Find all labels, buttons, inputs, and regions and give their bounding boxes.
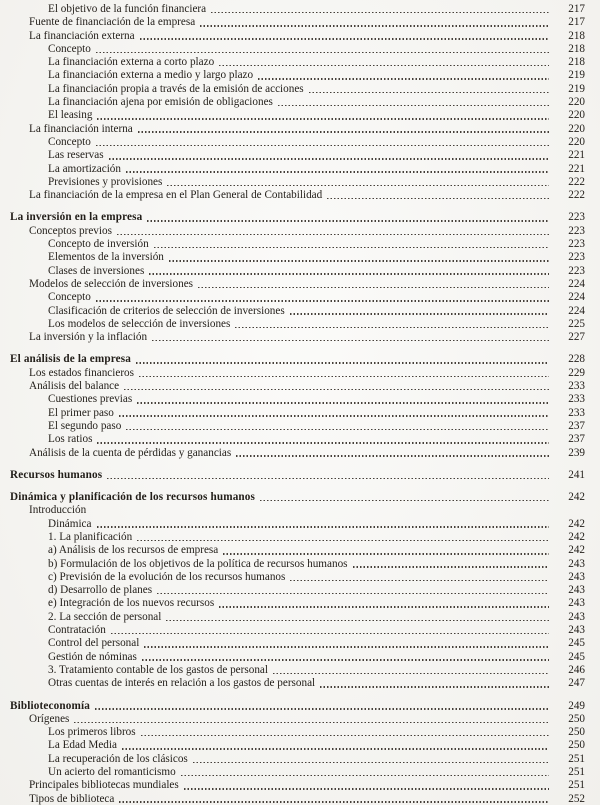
toc-entry-label: d) Desarrollo de planes [48, 584, 153, 597]
toc-entry-label: La recuperación de los clásicos [48, 752, 188, 765]
toc-entry-label: 1. La planificación [48, 530, 133, 543]
toc-entry [10, 109, 585, 122]
toc-entry-label: La financiación externa a corto plazo [48, 56, 215, 69]
toc-page-number: 239 [568, 446, 585, 459]
dotted-leader-line [142, 659, 549, 661]
dotted-leader-line [290, 580, 549, 582]
dotted-leader-line [91, 513, 549, 515]
dotted-leader-line [260, 500, 549, 502]
toc-entry-label: a) Análisis de los recursos de empresa [48, 544, 219, 557]
dotted-leader-line [211, 12, 549, 14]
toc-page-number: 219 [568, 69, 585, 82]
toc-page-number: 233 [568, 393, 585, 406]
toc-page-number: 249 [568, 699, 585, 712]
dotted-leader-line [96, 52, 549, 54]
toc-entry-label: La financiación interna [29, 122, 133, 135]
toc-page-number: 250 [568, 726, 585, 739]
toc-entry [10, 726, 585, 739]
toc-entry-label: Los estados financieros [29, 366, 135, 379]
dotted-leader-line [154, 247, 549, 249]
toc-entry-label: 3. Tratamiento contable de los gastos de personal [48, 663, 268, 676]
toc-entry-label: El segundo paso [48, 419, 122, 432]
toc-entry [10, 30, 585, 43]
dotted-leader-line [111, 633, 549, 635]
toc-list [10, 3, 585, 805]
toc-page-number: 243 [568, 557, 585, 570]
toc-page-number: 223 [568, 238, 585, 251]
dotted-leader-line [278, 105, 549, 107]
toc-entry-label: e) Integración de los nuevos recursos [48, 597, 215, 610]
dotted-leader-line [97, 442, 549, 444]
dotted-leader-line [219, 65, 549, 67]
toc-page-number: 233 [568, 380, 585, 393]
toc-page-number: 247 [568, 677, 585, 690]
dotted-leader-line [236, 455, 549, 457]
toc-entry [10, 238, 585, 251]
toc-entry-label: Los ratios [48, 433, 93, 446]
toc-page-number: 224 [568, 291, 585, 304]
toc-page-number: 251 [568, 766, 585, 779]
dotted-leader-line [157, 593, 549, 595]
toc-page-number: 251 [568, 779, 585, 792]
toc-entry-label: c) Previsión de la evolución de los recursos humanos [48, 570, 286, 583]
toc-entry [10, 677, 585, 690]
toc-page-number: 237 [568, 419, 585, 432]
toc-entry-label: La financiación de la empresa en el Plan General de Contabilidad [29, 189, 323, 202]
toc-page-number: 221 [568, 162, 585, 175]
toc-entry-label: Análisis de la cuenta de pérdidas y ganancias [29, 446, 232, 459]
toc-entry-label: La financiación propia a través de la emisión de acciones [48, 82, 304, 95]
dotted-leader-line [353, 566, 549, 568]
toc-entry-label: Clasificación de criterios de selección de inversiones [48, 304, 285, 317]
dotted-leader-line [320, 686, 549, 688]
toc-entry-label: Control del personal [48, 637, 140, 650]
dotted-leader-line [273, 673, 549, 675]
toc-entry-label: Fuente de financiación de la empresa [29, 16, 196, 29]
toc-entry-label: Concepto [48, 42, 91, 55]
toc-page-number: 251 [568, 752, 585, 765]
toc-entry-label: Concepto de inversión [48, 238, 149, 251]
dotted-leader-line [96, 300, 549, 302]
toc-entry [10, 491, 585, 504]
toc-page-number: 250 [568, 712, 585, 725]
toc-page-number: 218 [568, 42, 585, 55]
dotted-leader-line [117, 234, 549, 236]
toc-page-number: 228 [568, 353, 585, 366]
toc-page-number: 225 [568, 317, 585, 330]
toc-page-number: 220 [568, 96, 585, 109]
dotted-leader-line [152, 340, 549, 342]
toc-page-number: 223 [568, 211, 585, 224]
toc-entry [10, 407, 585, 420]
toc-page-number: 227 [568, 331, 585, 344]
dotted-leader-line [124, 389, 549, 391]
toc-page-number: 220 [568, 109, 585, 122]
toc-entry [10, 251, 585, 264]
toc-page-number: 246 [568, 663, 585, 676]
toc-entry [10, 83, 585, 96]
toc-entry [10, 637, 585, 650]
toc-entry [10, 318, 585, 331]
toc-entry-label: b) Formulación de los objetivos de la política de recursos humanos [48, 557, 348, 570]
toc-entry-label: Un acierto del romanticismo [48, 766, 176, 779]
dotted-leader-line [198, 287, 549, 289]
toc-entry-label: Contratación [48, 624, 106, 637]
toc-entry [10, 433, 585, 446]
toc-entry-label: Modelos de selección de inversiones [29, 277, 194, 290]
toc-entry [10, 518, 585, 531]
toc-page-number: 252 [568, 792, 585, 805]
toc-entry-label: Análisis del balance [29, 380, 120, 393]
dotted-leader-line [139, 376, 549, 378]
toc-entry-label: Los primeros libros [48, 726, 136, 739]
toc-entry-label: Conceptos previos [29, 224, 112, 237]
toc-page-number: 241 [568, 468, 585, 481]
toc-page-number: 222 [568, 189, 585, 202]
toc-entry [10, 393, 585, 406]
toc-entry [10, 664, 585, 677]
toc-entry [10, 766, 585, 779]
dotted-leader-line [144, 646, 549, 648]
dotted-leader-line [258, 78, 549, 80]
dotted-leader-line [149, 273, 549, 275]
dotted-leader-line [193, 762, 549, 764]
toc-entry [10, 779, 585, 792]
toc-entry-label: La inversión en la empresa [10, 211, 143, 224]
dotted-leader-line [74, 722, 549, 724]
toc-entry-label: El primer paso [48, 406, 114, 419]
toc-entry-label: Dinámica y planificación de los recursos humanos [10, 491, 256, 504]
toc-page-number: 218 [568, 56, 585, 69]
dotted-leader-line [136, 362, 549, 364]
toc-page-number: 242 [568, 517, 585, 530]
toc-entry-label: Introducción [29, 504, 87, 517]
toc-entry [10, 651, 585, 664]
dotted-leader-line [96, 145, 549, 147]
dotted-leader-line [309, 92, 549, 94]
dotted-leader-line [140, 38, 549, 40]
toc-entry [10, 380, 585, 393]
dotted-leader-line [109, 158, 549, 160]
toc-entry-label: Recursos humanos [10, 468, 103, 481]
toc-entry-label: La amortización [48, 162, 121, 175]
toc-entry [10, 584, 585, 597]
toc-entry-label: Cuestiones previas [48, 393, 133, 406]
dotted-leader-line [223, 553, 549, 555]
toc-entry [10, 16, 585, 29]
dotted-leader-line [138, 131, 549, 133]
dotted-leader-line [137, 402, 549, 404]
toc-page-number: 243 [568, 610, 585, 623]
toc-entry-label: El objetivo de la función financiera [48, 3, 207, 15]
dotted-leader-line [327, 198, 549, 200]
toc-entry-label: Orígenes [29, 712, 70, 725]
toc-entry [10, 56, 585, 69]
toc-entry-label: Concepto [48, 135, 91, 148]
toc-entry-label: Elementos de la inversión [48, 251, 164, 264]
toc-entry-label: Otras cuentas de interés en relación a los gastos de personal [48, 677, 316, 690]
toc-page-number: 220 [568, 135, 585, 148]
toc-entry [10, 123, 585, 136]
toc-entry-label: La inversión y la inflación [29, 331, 148, 344]
toc-entry [10, 278, 585, 291]
toc-entry [10, 597, 585, 610]
dotted-leader-line [126, 429, 549, 431]
toc-entry [10, 353, 585, 366]
toc-entry-label: Los modelos de selección de inversiones [48, 317, 231, 330]
toc-entry [10, 69, 585, 82]
toc-entry [10, 225, 585, 238]
dotted-leader-line [167, 185, 549, 187]
toc-page-number: 217 [568, 3, 585, 15]
dotted-leader-line [126, 171, 549, 173]
dotted-leader-line [97, 118, 549, 120]
dotted-leader-line [122, 748, 549, 750]
toc-entry-label: Concepto [48, 291, 91, 304]
dotted-leader-line [119, 415, 549, 417]
dotted-leader-line [147, 220, 549, 222]
dotted-leader-line [166, 620, 549, 622]
toc-entry [10, 447, 585, 460]
toc-page-number: 221 [568, 149, 585, 162]
dotted-leader-line [97, 526, 550, 528]
toc-entry [10, 544, 585, 557]
toc-entry-label: Las reservas [48, 149, 104, 162]
toc-page-number: 250 [568, 739, 585, 752]
toc-entry [10, 700, 585, 713]
toc-page-number: 222 [568, 175, 585, 188]
dotted-leader-line [181, 775, 549, 777]
toc-entry-label: El leasing [48, 109, 93, 122]
toc-entry [10, 163, 585, 176]
toc-page-number: 243 [568, 570, 585, 583]
toc-entry [10, 531, 585, 544]
toc-entry [10, 211, 585, 224]
toc-page-number: 245 [568, 637, 585, 650]
toc-page-number: 223 [568, 251, 585, 264]
dotted-leader-line [235, 327, 549, 329]
toc-entry [10, 713, 585, 726]
toc-entry-label: La financiación externa a medio y largo plazo [48, 69, 254, 82]
toc-entry [10, 571, 585, 584]
toc-entry [10, 96, 585, 109]
toc-page-number: 242 [568, 491, 585, 504]
toc-page-number: 217 [568, 16, 585, 29]
toc-entry [10, 739, 585, 752]
toc-entry [10, 43, 585, 56]
toc-entry-label: Tipos de biblioteca [29, 792, 115, 805]
toc-page-number: 224 [568, 304, 585, 317]
toc-entry [10, 469, 585, 482]
dotted-leader-line [200, 25, 549, 27]
toc-entry [10, 291, 585, 304]
toc-entry [10, 504, 585, 517]
toc-entry [10, 367, 585, 380]
dotted-leader-line [169, 260, 549, 262]
dotted-leader-line [219, 606, 549, 608]
toc-entry-label: La financiación ajena por emisión de obligaciones [48, 96, 273, 109]
toc-entry-label: Dinámica [48, 517, 92, 530]
toc-page-number: 229 [568, 366, 585, 379]
toc-page-number: 218 [568, 29, 585, 42]
toc-entry [10, 3, 585, 16]
toc-entry-label: Biblioteconomía [10, 699, 90, 712]
toc-page-number: 245 [568, 650, 585, 663]
toc-page-number: 243 [568, 584, 585, 597]
toc-entry-label: 2. La sección de personal [48, 610, 162, 623]
toc-entry [10, 611, 585, 624]
toc-page-number: 220 [568, 122, 585, 135]
dotted-leader-line [290, 313, 549, 315]
toc-entry [10, 149, 585, 162]
toc-entry-label: La financiación externa [29, 29, 135, 42]
toc-page-number: 243 [568, 597, 585, 610]
toc-page-number: 237 [568, 433, 585, 446]
toc-entry [10, 136, 585, 149]
toc-page-number: 223 [568, 264, 585, 277]
toc-entry-label: Previsiones y provisiones [48, 175, 163, 188]
toc-page-number: 233 [568, 406, 585, 419]
toc-page-number: 224 [568, 277, 585, 290]
toc-entry-label: El análisis de la empresa [10, 353, 132, 366]
toc-entry [10, 305, 585, 318]
dotted-leader-line [119, 801, 549, 803]
toc-page-number: 242 [568, 544, 585, 557]
toc-page-number: 219 [568, 82, 585, 95]
dotted-leader-line [107, 478, 549, 480]
toc-entry-label: Clases de inversiones [48, 264, 145, 277]
toc-entry-label: Principales bibliotecas mundiales [29, 779, 179, 792]
toc-entry-label: Gestión de nóminas [48, 650, 137, 663]
toc-entry [10, 793, 585, 805]
toc-entry [10, 331, 585, 344]
toc-entry [10, 558, 585, 571]
toc-entry [10, 420, 585, 433]
dotted-leader-line [95, 708, 549, 710]
toc-entry [10, 189, 585, 202]
toc-entry [10, 753, 585, 766]
dotted-leader-line [141, 735, 549, 737]
toc-page-number: 243 [568, 624, 585, 637]
toc-page-number: 242 [568, 530, 585, 543]
dotted-leader-line [184, 788, 549, 790]
toc-entry [10, 176, 585, 189]
toc-page-number: 223 [568, 224, 585, 237]
toc-entry-label: La Edad Media [48, 739, 117, 752]
dotted-leader-line [137, 540, 549, 542]
toc-entry [10, 624, 585, 637]
toc-entry [10, 265, 585, 278]
